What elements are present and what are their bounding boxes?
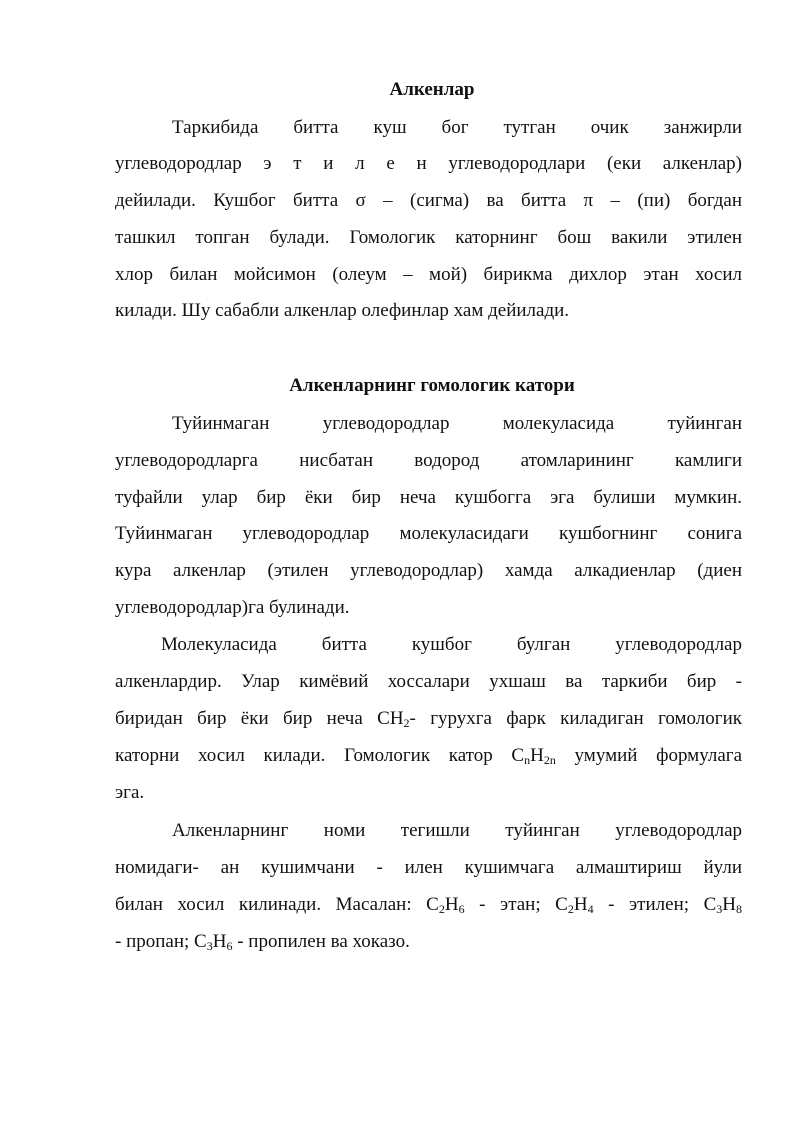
text-span: умумий формулага <box>555 745 743 766</box>
text-span: H <box>722 894 736 915</box>
para4-line: номидаги- ан кушимчани - илен кушимчага алмаштириш йули <box>115 857 742 878</box>
text-span: биридан бир ёки бир неча CH <box>115 708 404 729</box>
subscript: 6 <box>226 939 233 953</box>
subscript: 6 <box>458 902 465 916</box>
para2-line: Туйинмаган углеводородлар молекуласида туйинган <box>172 413 742 434</box>
para4-line <box>115 931 742 953</box>
text-span: H <box>573 894 588 915</box>
subscript: 8 <box>735 902 742 916</box>
text-span: каторни хосил килади. Гомологик катор C <box>115 745 525 766</box>
subscript: n <box>524 753 531 767</box>
para3-line: эга. <box>115 782 145 803</box>
heading-alkenes: Алкенлар <box>389 79 475 100</box>
text-span: H <box>212 931 227 952</box>
para4-line: Алкенларнинг номи тегишли туйинган углеводородлар <box>172 820 742 841</box>
text-span: - этилен; C <box>593 894 717 915</box>
text-span: H <box>444 894 459 915</box>
para4-line <box>115 894 742 916</box>
para2-line: углеводородларга нисбатан водород атомларининг камлиги <box>115 450 742 471</box>
text-span: билан хосил килинади. Масалан: C <box>115 894 439 915</box>
para2-line: туфайли улар бир ёки бир неча кушбогга эга булиши мумкин. <box>115 487 742 508</box>
para2-line: Туйинмаган углеводородлар молекуласидаги кушбогнинг сонига <box>115 523 742 544</box>
para1-line: углеводородлар э т и л е н углеводородлари (еки алкенлар) <box>115 153 742 174</box>
para1-line: килади. Шу сабабли алкенлар олефинлар хам дейилади. <box>115 300 570 321</box>
subscript: 2 <box>567 902 574 916</box>
text-span: H <box>530 745 544 766</box>
subscript: 2 <box>438 902 445 916</box>
para1-line: дейилади. Кушбог битта σ – (сигма) ва битта π – (пи) богдан <box>115 190 742 211</box>
para3-line: алкенлардир. Улар кимёвий хоссалари ухшаш ва таркиби бир - <box>115 671 742 692</box>
subscript: 2n <box>543 753 556 767</box>
para2-line: углеводородлар)га булинади. <box>115 597 350 618</box>
para3-line <box>115 708 742 730</box>
subscript: 3 <box>716 902 723 916</box>
para1-line: Таркибида битта куш бог тутган очик занжирли <box>172 117 742 138</box>
subscript: 4 <box>587 902 594 916</box>
para2-line: кура алкенлар (этилен углеводородлар) хамда алкадиенлар (диен <box>115 560 742 581</box>
subscript: 3 <box>206 939 213 953</box>
text-span: - этан; C <box>464 894 568 915</box>
para1-line: хлор билан мойсимон (олеум – мой) бирикма дихлор этан хосил <box>115 264 742 285</box>
text-span: - пропилен ва хоказо. <box>232 931 410 952</box>
text-span: - гурухга фарк киладиган гомологик <box>409 708 742 729</box>
heading-homologous-series: Алкенларнинг гомологик катори <box>289 375 575 396</box>
para3-line <box>115 745 742 767</box>
text-span: - пропан; C <box>115 931 207 952</box>
para3-line: Молекуласида битта кушбог булган углеводородлар <box>161 634 742 655</box>
subscript: 2 <box>403 716 410 730</box>
para1-line: ташкил топган булади. Гомологик каторнинг бош вакили этилен <box>115 227 742 248</box>
